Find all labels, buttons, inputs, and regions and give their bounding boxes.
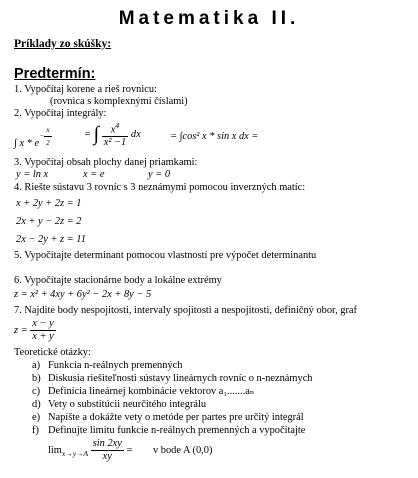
document-title: Matematika II.: [118, 8, 300, 29]
limit-point: v bode A (0,0): [152, 444, 213, 456]
task-7: 7. Najdite body nespojitosti, intervaly spojitosti a nespojitosti, definičný obor, graf: [14, 305, 358, 316]
theory-item-text: Definícia lineárnej kombinácie vektorov a₁.......aₙ: [48, 386, 255, 397]
theory-item: [32, 386, 254, 398]
integral-2-numerator: x: [110, 124, 116, 136]
integral-sign-icon: ∫: [93, 123, 100, 146]
theory-item-mark: f): [32, 425, 39, 436]
task-7-lhs: z =: [14, 324, 28, 336]
task-1: 1. Vypočítaj korene a rieš rovnicu:: [14, 84, 157, 95]
task-6: 6. Vypočítajte stacionárne body a lokálne extrémy: [14, 275, 222, 286]
theory-item-text: Napíšte a dokážte vety o metóde per partes pre určitý integrál: [48, 412, 304, 423]
task-7-function: [14, 318, 56, 343]
task-2: 2. Vypočítaj integrály:: [14, 108, 107, 119]
integral-3: = ∫cos² x * sin x dx =: [170, 131, 259, 142]
theory-item-text: Funkcia n-reálnych premenných: [48, 360, 183, 371]
integral-1-exponent: − x 2: [39, 126, 50, 147]
task-3-line-y: y = 0: [148, 169, 171, 180]
task-3-line-x: x = e: [83, 169, 105, 180]
task-3: 3. Vypočítaj obsah plochy danej priamkami:: [14, 157, 198, 168]
theory-heading: Teoretické otázky:: [14, 347, 91, 358]
theory-item-mark: b): [32, 373, 41, 384]
task-7-denominator: x + y: [32, 331, 54, 342]
task-4: 4. Riešte sústavu 3 rovníc s 3 neznámymi pomocou inverzných matíc:: [14, 182, 306, 193]
theory-item-text: Diskusia riešiteľnosti sústavy lineárnych rovníc o n-neznámych: [48, 373, 313, 384]
task-5: 5. Vypočítajte determinant pomocou vlastností pre výpočet determinantu: [14, 250, 317, 261]
integral-2-fraction: [102, 120, 129, 149]
task-7-numerator: x − y: [32, 318, 54, 329]
theory-item: [32, 425, 305, 437]
limit-denominator: xy: [102, 451, 112, 462]
theory-item-text: Vety o substitúcii neurčitého integrálu: [48, 399, 207, 410]
integral-2-dx: dx: [130, 129, 141, 141]
limit-numerator: sin 2xy: [92, 438, 122, 449]
task-7-fraction: [30, 318, 55, 343]
integral-1-body: ∫ x * e: [14, 138, 40, 150]
task-3-curve: y = ln x: [16, 169, 49, 180]
integral-2: = ∫ $\frac{x^4}{\text{x² −1}}$ dx: [84, 121, 141, 149]
integral-1: [14, 124, 52, 149]
exp-numerator: x: [44, 124, 52, 137]
theory-item: [32, 399, 206, 411]
theory-item-mark: e): [32, 412, 41, 423]
theory-item: [32, 360, 182, 372]
limit-fraction: [91, 438, 124, 463]
section-heading: Predtermín:: [14, 66, 96, 82]
task-1-note: (rovnica s komplexnými číslami): [50, 96, 188, 107]
document-subtitle: Príklady zo skúšky:: [14, 38, 112, 50]
limit-expression: [48, 438, 212, 463]
task-4-equation-1: x + 2y + 2z = 1: [16, 198, 82, 209]
exp-denominator: 2: [46, 139, 50, 147]
theory-item: [32, 412, 304, 424]
theory-item-mark: c): [32, 386, 41, 397]
theory-item-text: Definujte limitu funkcie n-reálnych premenných a vypočítajte: [48, 425, 306, 436]
theory-item-mark: a): [32, 360, 41, 371]
task-6-function: z = x² + 4xy + 6y² − 2x + 8y − 5: [14, 289, 152, 300]
task-4-equation-3: 2x − 2y + z = 11: [16, 234, 86, 245]
limit-operator: lim: [48, 444, 62, 456]
task-4-equation-2: 2x + y − 2z = 2: [16, 216, 82, 227]
theory-item-mark: d): [32, 399, 41, 410]
theory-item: [32, 373, 313, 385]
limit-equals: =: [126, 444, 133, 456]
limit-subscript: x→y→A: [61, 448, 89, 458]
integral-2-denominator: x² −1: [103, 137, 127, 149]
integral-2-numerator-exp: 4: [115, 121, 120, 130]
